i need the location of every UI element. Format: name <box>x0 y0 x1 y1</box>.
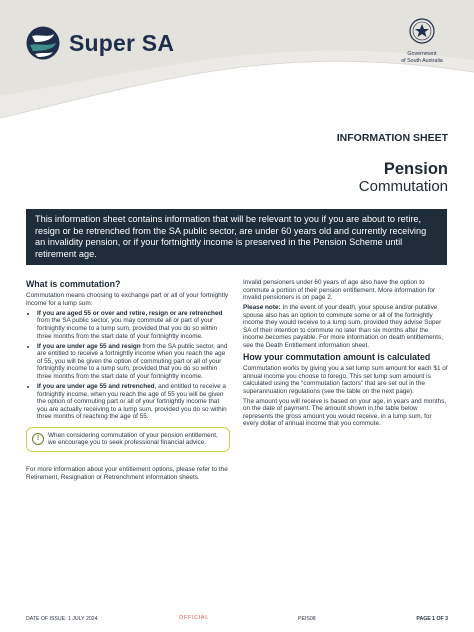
intro-banner-text: This information sheet contains information that will be relevant to you if you are about to retire, resign or be retrenched from the SA public sector, are under 60 years old and currently receiving an invalidity pension, or if your fortnightly income is preserved in the Pension Scheme until retirement age. <box>35 214 427 259</box>
invalid-pensioners-text: Invalid pensioners under 60 years of age also have the option to commute a portion of their pension entitlement. More information for invalid pensioners is on page 2. <box>243 279 436 302</box>
intro-banner <box>26 209 447 265</box>
page-subtitle: Commutation <box>358 178 448 195</box>
gov-text-line1: Government <box>407 51 437 57</box>
gov-text-line2: of South Australia <box>401 57 443 64</box>
issue-date: DATE OF ISSUE: 1 JULY 2024 <box>26 616 98 622</box>
calculation-text: Commutation works by giving you a set lump sum amount for each $1 of annual income you choose to forego. This set lump sum amount is calculated using the “commutation factors” that are set out in the superannuation regulations (see the table on the next page). <box>243 365 448 395</box>
list-item: • If you are under age 55 and retrenched, and entitled to receive a fortnightly income, when you reach the age of 55 you will be given the option of commuting part or all of your fortnightly income that you are actually receiving to a lump sum, provided you do so within three months of reaching the age of 55. <box>37 383 230 421</box>
info-icon: ! <box>32 433 44 445</box>
list-item: • If you are under age 55 and resign from the SA public sector, and are entitled to receive a fortnightly income when you reach the age of 55, you will be given the option of commuting part or all of your fortnightly income to a lump sum, provided that you do so within three months from the start date of your fortnightly income. <box>37 343 230 381</box>
commutation-options-list <box>26 310 230 421</box>
left-column <box>26 279 230 483</box>
right-column <box>243 279 449 430</box>
page-title: Pension <box>383 160 448 178</box>
please-note-text: Please note: In the event of your death, your spouse and/or putative spouse also has an option to commute some or all of the fortnightly income they would receive to a lump sum, provided they advise Super SA of their intention to commute no later than six months after the income becomes payable. For more information on death entitlements, see the Death Entitlement information sheet. <box>243 303 443 349</box>
super-sa-logo <box>26 26 174 60</box>
brand-name: Super SA <box>69 29 175 56</box>
section-heading-calculation: How your commutation amount is calculated <box>243 351 431 362</box>
classification-label: OFFICIAL <box>179 615 209 621</box>
document-type-label: INFORMATION SHEET <box>336 132 448 144</box>
page-number: PAGE 1 OF 3 <box>416 616 448 622</box>
more-information-text: For more information about your entitlement options, please refer to the Retirement, Resignation or Retrenchment information sheets. <box>26 466 228 481</box>
section-heading-what-is-commutation: What is commutation? <box>26 279 121 289</box>
advice-callout <box>26 427 230 452</box>
super-sa-logo-icon <box>26 26 60 60</box>
advice-callout-text: When considering commutation of your pension entitlement, we encourage you to seek professional financial advice. <box>48 431 218 447</box>
commutation-intro: Commutation means choosing to exchange part or all of your fortnightly income for a lump sum: <box>26 292 229 307</box>
list-item: • If you are aged 55 or over and retire, resign or are retrenched from the SA public sector, you may commute all or part of your fortnightly income to a lump sum, provided that you do so within three months from the start date of your fortnightly income. <box>37 310 230 340</box>
document-code: PEIS08 <box>298 616 316 622</box>
amount-text: The amount you will receive is based on your age, in years and months, on the date of payment. The amount shown in the table below represents the gross amount you would receive, in a lump sum, for every dollar of annual income that you commute. <box>243 397 447 428</box>
sa-crest-icon <box>409 18 435 44</box>
government-logo <box>386 18 458 64</box>
